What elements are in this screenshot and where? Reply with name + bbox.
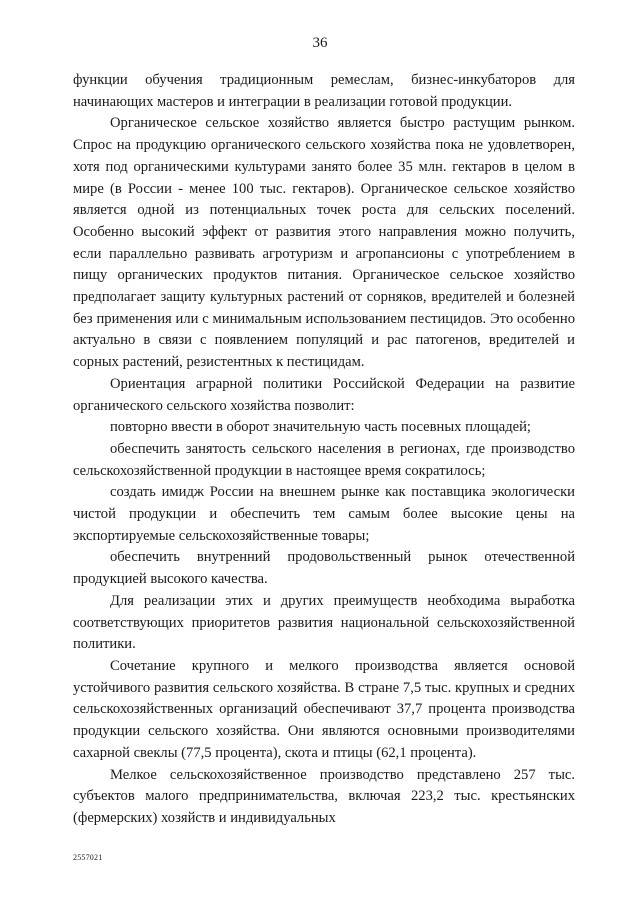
page-number: 36 xyxy=(312,35,328,51)
list-item-employment: обеспечить занятость сельского населения в регионах, где производство сельскохозяйственной продукции в настоящее время сократилось; xyxy=(73,440,575,479)
footer-document-code: 2557021 xyxy=(73,853,103,862)
paragraph-organic-farming: Органическое сельское хозяйство является быстро растущим рынком. Спрос на продукцию органического сельского хозяйства пока не удовлетворен, хотя под органическими культурами занято более 35 млн. гектаров в целом в мире (в России - менее 100 тыс. гектаров). Органическое сельское хозяйство является одной из потенциальных точек роста для сельских поселений. Особенно высокий эффект от развития этого направления можно получить, если параллельно развивать агротуризм и агропансионы с употреблением в пищу органических продуктов питания. Органическое сельское хозяйство предполагает защиту культурных растений от сорняков, вредителей и болезней без применения или с минимальным использованием пестицидов. Это особенно актуально в связи с появлением популяций и рас патогенов, вредителей и сорных растений, резистентных к пестицидам. xyxy=(73,115,575,371)
list-item-image: создать имидж России на внешнем рынке как поставщика экологически чистой продукции и обеспечить тем самым более высокие цены на экспортируемые сельскохозяйственные товары; xyxy=(73,484,575,544)
paragraph-continuation: функции обучения традиционным ремеслам, бизнес-инкубаторов для начинающих мастеров и интеграции в реализации готовой продукции. xyxy=(73,72,575,110)
paragraph-large-small-production: Сочетание крупного и мелкого производства является основой устойчивого развития сельского хозяйства. В стране 7,5 тыс. крупных и средних сельскохозяйственных организаций обеспечивают 37,7 процента производства продукции сельского хозяйства. Они являются основными производителями сахарной свеклы (77,5 процента), скота и птицы (62,1 процента). xyxy=(73,657,575,761)
paragraph-priorities: Для реализации этих и других преимуществ необходима выработка соответствующих приоритетов развития национальной сельскохозяйственной политики. xyxy=(73,592,575,653)
list-item-land-reuse: повторно ввести в оборот значительную часть посевных площадей; xyxy=(110,419,531,436)
paragraph-small-production: Мелкое сельскохозяйственное производство представлено 257 тыс. субъектов малого предпринимательства, включая 223,2 тыс. крестьянских (фермерских) хозяйств и индивидуальных xyxy=(73,766,575,826)
paragraph-policy-orientation: Ориентация аграрной политики Российской Федерации на развитие органического сельского хозяйства позволит: xyxy=(73,375,575,414)
document-body xyxy=(73,70,575,830)
list-item-domestic-market: обеспечить внутренний продовольственный рынок отечественной продукцией высокого качества. xyxy=(73,549,575,588)
